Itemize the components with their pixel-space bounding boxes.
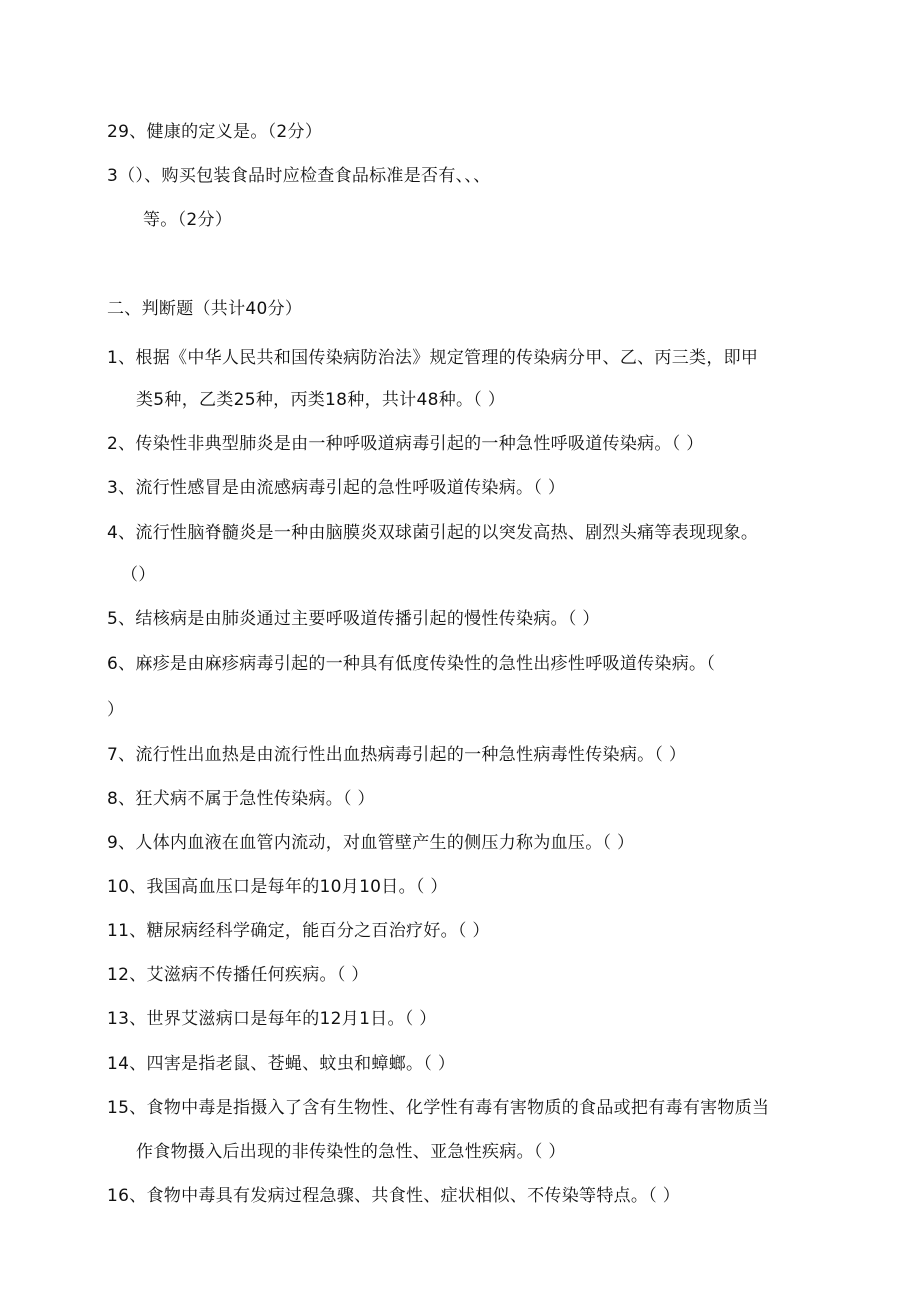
judge-6-cont: ） [107, 700, 125, 720]
judge-5: 5、结核病是由肺炎通过主要呼吸道传播引起的慢性传染病。（ ） [107, 609, 600, 629]
question-29: 29、健康的定义是。（2分） [107, 122, 323, 142]
judge-8: 8、狂犬病不属于急性传染病。（ ） [107, 789, 375, 809]
judge-12: 12、艾滋病不传播任何疾病。（ ） [107, 965, 369, 985]
judge-1: 1、根据《中华人民共和国传染病防治法》规定管理的传染病分甲、乙、丙三类，即甲 [107, 348, 759, 368]
judge-15-cont: 作食物摄入后出现的非传染性的急性、亚急性疾病。（ ） [136, 1142, 566, 1162]
judge-14: 14、四害是指老鼠、苍蝇、蚊虫和蟑螂。（ ） [107, 1054, 456, 1074]
judge-10: 10、我国高血压口是每年的10月10日。（ ） [107, 877, 448, 897]
judge-9: 9、人体内血液在血管内流动，对血管壁产生的侧压力称为血压。（ ） [107, 833, 635, 853]
question-30-cont: 等。（2分） [143, 210, 233, 230]
judge-3: 3、流行性感冒是由流感病毒引起的急性呼吸道传染病。（ ） [107, 478, 566, 498]
judge-4-cont: （） [121, 565, 156, 585]
judge-13: 13、世界艾滋病口是每年的12月1日。（ ） [107, 1009, 437, 1029]
section-heading: 二、判断题（共计40分） [107, 299, 303, 319]
judge-15: 15、食物中毒是指摄入了含有生物性、化学性有毒有害物质的食品或把有毒有害物质当 [107, 1098, 770, 1118]
judge-4: 4、流行性脑脊髓炎是一种由脑膜炎双球菌引起的以突发高热、剧烈头痛等表现现象。 [107, 523, 759, 543]
judge-7: 7、流行性出血热是由流行性出血热病毒引起的一种急性病毒性传染病。（ ） [107, 745, 687, 765]
judge-6: 6、麻疹是由麻疹病毒引起的一种具有低度传染性的急性出疹性呼吸道传染病。（ [107, 654, 716, 674]
judge-1-cont: 类5种，乙类25种，丙类18种，共计48种。（ ） [136, 390, 506, 410]
judge-11: 11、糖尿病经科学确定，能百分之百治疗好。（ ） [107, 921, 490, 941]
question-30: 3（）、购买包装食品时应检查食品标准是否有、、、 [107, 166, 491, 186]
judge-2: 2、传染性非典型肺炎是由一种呼吸道病毒引起的一种急性呼吸道传染病。（ ） [107, 434, 704, 454]
judge-16: 16、食物中毒具有发病过程急骤、共食性、症状相似、不传染等特点。（ ） [107, 1186, 681, 1206]
